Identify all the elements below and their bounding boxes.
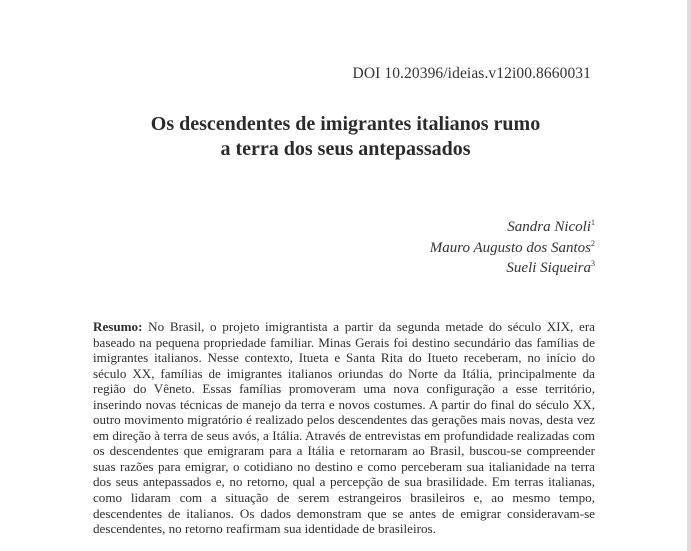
doi-identifier[interactable]: DOI 10.20396/ideias.v12i00.8660031	[352, 65, 591, 82]
footnote-marker[interactable]: 3	[591, 259, 595, 268]
author-name: Sueli Siqueira	[506, 260, 591, 276]
author-name: Mauro Augusto dos Santos	[429, 239, 591, 256]
abstract-label: Resumo:	[93, 319, 143, 334]
author-name: Sandra Nicoli	[507, 219, 591, 235]
footnote-marker[interactable]: 1	[591, 218, 595, 227]
article-title-line-2: a terra dos seus antepassados	[220, 138, 471, 160]
author-3	[430, 258, 595, 279]
abstract	[93, 319, 595, 537]
author-1	[430, 217, 595, 238]
article-title-line-1: Os descendentes de imigrantes italianos rumo	[150, 113, 541, 135]
footnote-marker[interactable]: 2	[591, 238, 595, 248]
article-title	[0, 112, 691, 162]
page-edge	[687, 0, 691, 551]
abstract-text: No Brasil, o projeto imigrantista a partir da segunda metade do século XIX, era baseado na pequena propriedade familiar. Minas Gerais foi destino secundário das famílias de imigrantes italianos. Nesse contexto, Itueta e Santa Rita do Itueto receberam, no início do século XX, famílias de imigrantes italianos oriundas do Norte da Itália, principalmente da região do Vêneto. Essas famílias promoveram uma nova configuração a esse território, inserindo novas técnicas de manejo da terra e novos costumes. A partir do final do século XX, outro movimento migratório é realizado pelos descendentes das gerações mais novas, desta vez em direção à terra de seus avós, a Itália. Através de entrevistas em profundidade realizadas com os descendentes que emigraram para a Itália e retornaram ao Brasil, buscou-se compreender suas razões para emigrar, o cotidiano no destino e como perceberam sua italianidade na terra dos seus antepassados e, no retorno, qual a percepção de sua brasilidade. Em terras italianas, como lidaram com a situação de serem estrangeiros brasileiros e, ao mesmo tempo, descendentes de italianos. Os dados demonstram que se antes de emigrar consideravam-se descendentes, no retorno reafirmam sua identidade de brasileiros.	[93, 319, 595, 537]
author-2	[430, 238, 595, 259]
author-list	[430, 217, 595, 279]
